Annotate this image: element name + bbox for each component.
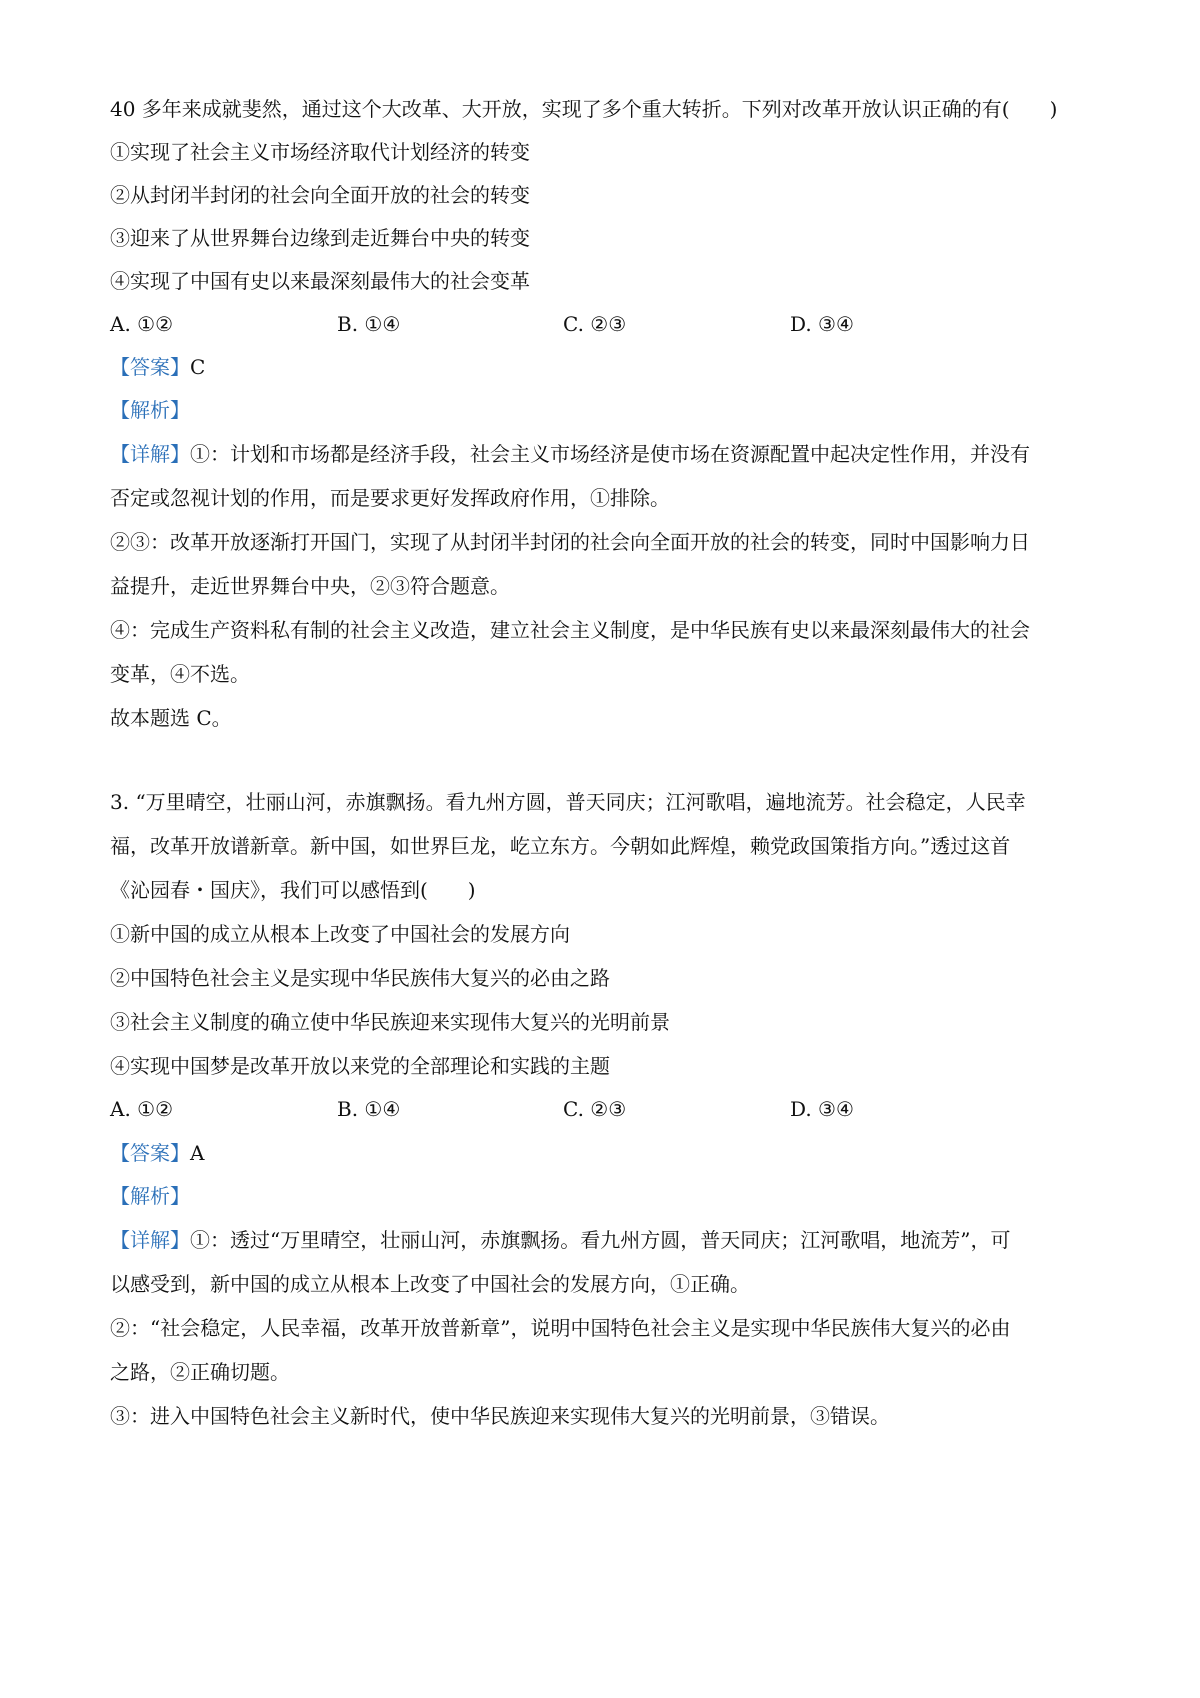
- q3-option-a: A. ①②: [110, 1097, 174, 1121]
- q2-analysis-tag: 【解析】: [110, 398, 190, 422]
- q2-detail-tag: 【详解】: [110, 442, 190, 466]
- q3-option-b: B. ①④: [337, 1097, 401, 1121]
- q2-detail-line-6: 变革，④不选。: [110, 662, 250, 686]
- q2-item-1: ①实现了社会主义市场经济取代计划经济的转变: [110, 140, 530, 164]
- q2-detail-line-3: ②③：改革开放逐渐打开国门，实现了从封闭半封闭的社会向全面开放的社会的转变，同时中国影响力日: [110, 530, 1030, 554]
- q3-option-c: C. ②③: [563, 1097, 627, 1121]
- q2-detail-text-1: ①：计划和市场都是经济手段，社会主义市场经济是使市场在资源配置中起决定性作用，并没有: [190, 442, 1030, 466]
- q3-detail-line-1: [110, 1226, 1010, 1254]
- q3-item-4: ④实现中国梦是改革开放以来党的全部理论和实践的主题: [110, 1054, 610, 1078]
- q3-item-2: ②中国特色社会主义是实现中华民族伟大复兴的必由之路: [110, 966, 610, 990]
- q2-conclusion: 故本题选 C。: [110, 706, 232, 730]
- q3-stem-line-1: 3. “万里晴空，壮丽山河，赤旗飘扬。看九州方圆，普天同庆；江河歌唱，遍地流芳。社会稳定，人民幸: [110, 790, 1026, 814]
- q3-detail-tag: 【详解】: [110, 1228, 190, 1252]
- q2-item-4: ④实现了中国有史以来最深刻最伟大的社会变革: [110, 269, 530, 293]
- q3-stem-line-2: 福，改革开放谱新章。新中国，如世界巨龙，屹立东方。今朝如此辉煌，赖党政国策指方向。”透过这首: [110, 834, 1011, 858]
- q2-answer: [110, 353, 205, 381]
- q2-option-b: B. ①④: [337, 312, 401, 336]
- q3-answer-value: A: [190, 1141, 205, 1165]
- q3-analysis-tag: 【解析】: [110, 1184, 190, 1208]
- q2-detail-line-1: [110, 440, 1030, 468]
- q2-stem: 40 多年来成就斐然，通过这个大改革、大开放，实现了多个重大转折。下列对改革开放认识正确的有( ): [110, 97, 1058, 121]
- q3-detail-line-2: 以感受到，新中国的成立从根本上改变了中国社会的发展方向，①正确。: [110, 1272, 750, 1296]
- q3-options: [110, 1095, 1110, 1123]
- q3-detail-line-3: ②：“社会稳定，人民幸福，改革开放普新章”，说明中国特色社会主义是实现中华民族伟大复兴的必由: [110, 1316, 1011, 1340]
- q3-item-3: ③社会主义制度的确立使中华民族迎来实现伟大复兴的光明前景: [110, 1010, 670, 1034]
- q2-detail-line-4: 益提升，走近世界舞台中央，②③符合题意。: [110, 574, 510, 598]
- q3-option-d: D. ③④: [790, 1097, 854, 1121]
- q3-detail-line-5: ③：进入中国特色社会主义新时代，使中华民族迎来实现伟大复兴的光明前景，③错误。: [110, 1404, 890, 1428]
- q2-item-2: ②从封闭半封闭的社会向全面开放的社会的转变: [110, 183, 530, 207]
- q2-option-c: C. ②③: [563, 312, 627, 336]
- q2-detail-line-2: 否定或忽视计划的作用，而是要求更好发挥政府作用，①排除。: [110, 486, 670, 510]
- q3-answer: [110, 1139, 204, 1167]
- q3-stem-line-3: 《沁园春・国庆》，我们可以感悟到( ): [110, 878, 476, 902]
- q2-detail-line-5: ④：完成生产资料私有制的社会主义改造，建立社会主义制度，是中华民族有史以来最深刻最伟大的社会: [110, 618, 1030, 642]
- q3-detail-line-4: 之路，②正确切题。: [110, 1360, 290, 1384]
- q3-item-1: ①新中国的成立从根本上改变了中国社会的发展方向: [110, 922, 570, 946]
- q2-item-3: ③迎来了从世界舞台边缘到走近舞台中央的转变: [110, 226, 530, 250]
- q2-answer-tag: 【答案】: [110, 355, 190, 379]
- q2-options: [110, 310, 1110, 338]
- q3-answer-tag: 【答案】: [110, 1141, 190, 1165]
- q2-answer-value: C: [190, 355, 206, 379]
- q2-option-a: A. ①②: [110, 312, 174, 336]
- q2-option-d: D. ③④: [790, 312, 854, 336]
- q3-detail-text-1: ①：透过“万里晴空，壮丽山河，赤旗飘扬。看九州方圆，普天同庆；江河歌唱，地流芳”，可: [190, 1228, 1011, 1252]
